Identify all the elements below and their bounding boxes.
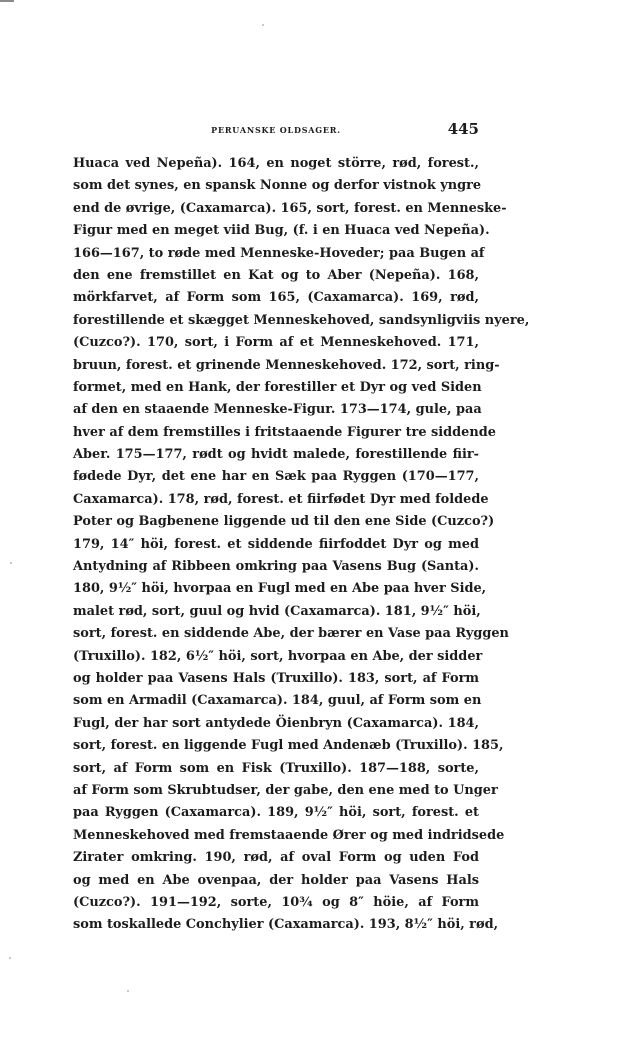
text-line: og holder paa Vasens Hals (Truxillo). 183, sort, af Form <box>73 670 479 686</box>
text-line: Aber. 175—177, rødt og hvidt malede, forestillende fiir- <box>73 447 479 463</box>
text-line: bruun, forest. et grinende Menneskehoved. 172, sort, ring- <box>73 357 500 373</box>
running-head <box>73 120 479 140</box>
text-line: 180, 9½″ höi, hvorpaa en Fugl med en Abe paa hver Side, <box>73 581 487 597</box>
text-line: Poter og Bagbenene liggende ud til den ene Side (Cuzco?) <box>73 514 495 530</box>
text-line: mörkfarvet, af Form som 165, (Caxamarca). 169, rød, <box>73 290 479 306</box>
text-line: Antydning af Ribbeen omkring paa Vasens Bug (Santa). <box>73 559 479 575</box>
text-line: (Truxillo). 182, 6½″ höi, sort, hvorpaa en Abe, der sidder <box>73 648 483 664</box>
text-line: sort, forest. en siddende Abe, der bærer en Vase paa Ryggen <box>73 626 509 642</box>
text-line: den ene fremstillet en Kat og to Aber (Nepeña). 168, <box>73 267 479 283</box>
paper-speck <box>262 24 264 26</box>
text-line: Huaca ved Nepeña). 164, en noget större, rød, forest., <box>73 156 479 171</box>
text-line: sort, af Form som en Fisk (Truxillo). 187—188, sorte, <box>73 760 479 776</box>
paper-speck <box>10 562 12 564</box>
page-number: 445 <box>447 120 479 138</box>
text-line: som det synes, en spansk Nonne og derfor vistnok yngre <box>73 178 482 194</box>
body-text <box>73 153 530 937</box>
text-line: Figur med en meget viid Bug, (f. i en Huaca ved Nepeña). <box>73 223 490 239</box>
text-line: paa Ryggen (Caxamarca). 189, 9½″ höi, sort, forest. et <box>73 805 479 821</box>
text-line: som en Armadil (Caxamarca). 184, guul, af Form som en <box>73 693 482 709</box>
text-line: 166—167, to røde med Menneske-Hoveder; paa Bugen af <box>73 245 485 261</box>
text-line: (Cuzco?). 170, sort, i Form af et Menneskehoved. 171, <box>73 335 479 351</box>
running-title: PERUANSKE OLDSAGER. <box>211 125 341 135</box>
text-line: (Cuzco?). 191—192, sorte, 10¾ og 8″ höie, af Form <box>73 894 479 910</box>
text-line: af den en staaende Menneske-Figur. 173—174, gule, paa <box>73 402 482 418</box>
paper-speck <box>9 957 11 959</box>
text-line: Caxamarca). 178, rød, forest. et fiirfødet Dyr med foldede <box>73 491 489 507</box>
text-line: og med en Abe ovenpaa, der holder paa Vasens Hals <box>73 872 479 888</box>
text-line: end de øvrige, (Caxamarca). 165, sort, forest. en Menneske- <box>73 200 507 216</box>
scan-corner-mark <box>0 0 14 2</box>
text-line: Zirater omkring. 190, rød, af oval Form og uden Fod <box>73 850 479 866</box>
text-line: hver af dem fremstilles i fritstaaende Figurer tre siddende <box>73 424 496 440</box>
text-line: 179, 14″ höi, forest. et siddende fiirfoddet Dyr og med <box>73 536 479 552</box>
text-line: Menneskehoved med fremstaaende Ører og med indridsede <box>73 827 505 843</box>
text-line: som toskallede Conchylier (Caxamarca). 193, 8½″ höi, rød, <box>73 917 499 933</box>
text-line: formet, med en Hank, der forestiller et Dyr og ved Siden <box>73 379 482 395</box>
text-line: af Form som Skrubtudser, der gabe, den ene med to Unger <box>73 782 498 798</box>
paper-speck <box>127 990 129 992</box>
text-line: forestillende et skægget Menneskehoved, sandsynligviis nyere, <box>73 312 530 328</box>
text-line: sort, forest. en liggende Fugl med Andenæb (Truxillo). 185, <box>73 738 504 754</box>
text-line: malet rød, sort, guul og hvid (Caxamarca). 181, 9½″ höi, <box>73 603 481 619</box>
text-line: Fugl, der har sort antydede Öienbryn (Caxamarca). 184, <box>73 715 479 731</box>
text-line: fødede Dyr, det ene har en Sæk paa Ryggen (170—177, <box>73 469 479 485</box>
